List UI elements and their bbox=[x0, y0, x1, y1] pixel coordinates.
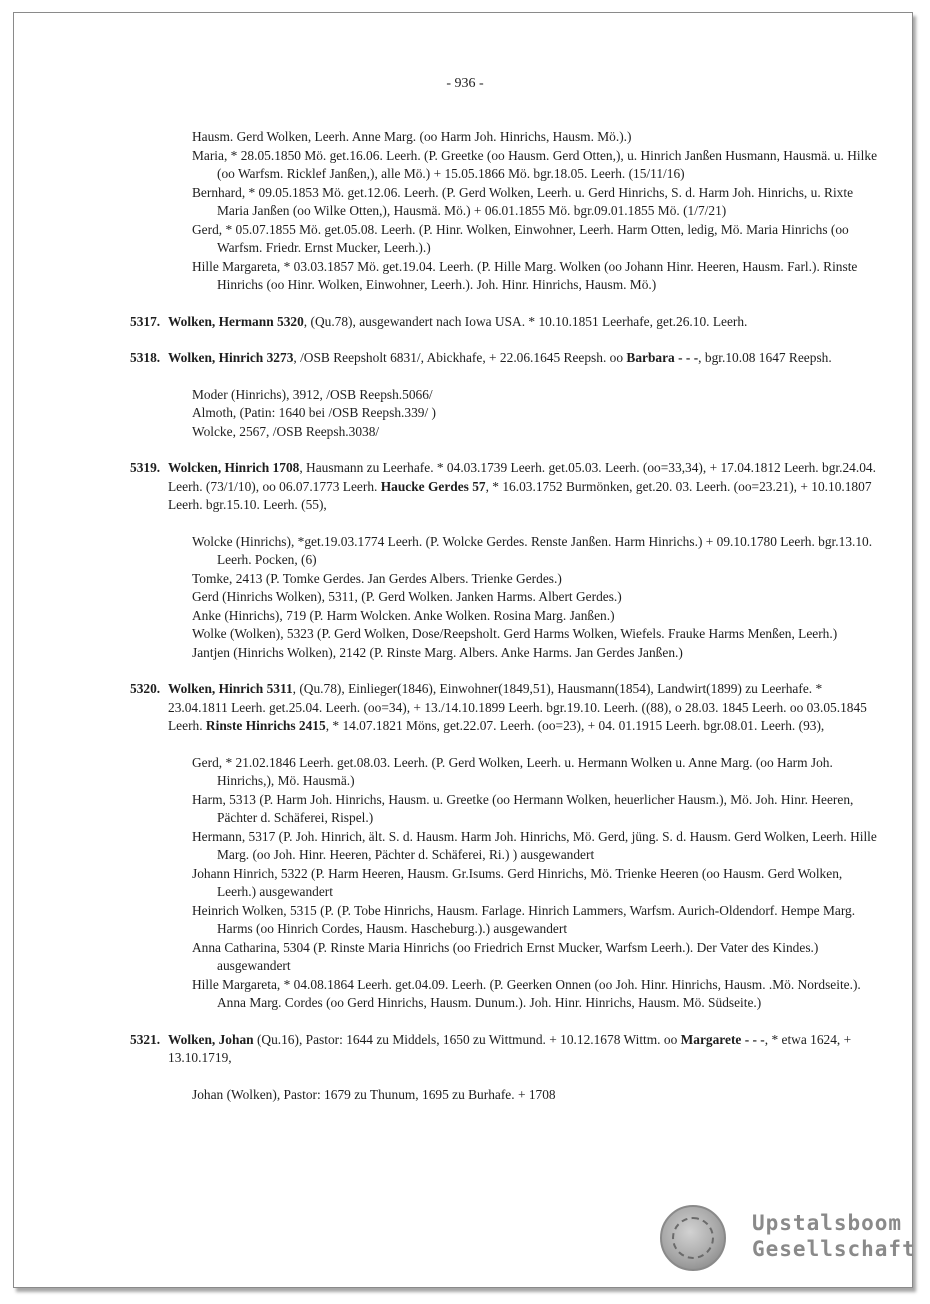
seal-icon bbox=[660, 1205, 726, 1271]
entry-name: Wolken, Hinrich bbox=[168, 681, 264, 696]
entry-5321 bbox=[130, 1031, 882, 1068]
entry-number: 5318. bbox=[130, 350, 161, 365]
entry-ref: 3273 bbox=[266, 350, 294, 365]
page-number: - 936 - bbox=[446, 76, 484, 91]
entry-spouse: Rinste Hinrichs 2415 bbox=[205, 718, 326, 733]
child-entry: Tomke, 2413 (P. Tomke Gerdes. Jan Gerdes Albers. Trienke Gerdes.) bbox=[192, 570, 562, 586]
society-logo bbox=[660, 1203, 916, 1273]
child-entry: Wolcke, 2567, /OSB Reepsh.3038/ bbox=[192, 423, 380, 439]
entry-name: Wolken, Hinrich bbox=[168, 350, 264, 365]
entry-number: 5317. bbox=[130, 313, 161, 329]
child-entry: Gerd, * 05.07.1855 Mö. get.05.08. Leerh. (P. Hinr. Wolken, Einwohner, Leerh. Harm Otten, ledig, Mö. Maria Hinrichs (oo Warfsm. Friedr. Ernst Mucker, Leerh.).) bbox=[192, 221, 849, 255]
child-entry: Harm, 5313 (P. Harm Joh. Hinrichs, Hausm. u. Greetke (oo Hermann Wolken, heuerlicher Hausm.), Mö. Joh. Hinr. Heeren, Pächter d. Schäferei, Rispel.) bbox=[192, 791, 854, 825]
continued-line: Hausm. Gerd Wolken, Leerh. Anne Marg. (oo Harm Joh. Hinrichs, Hausm. Mö.).) bbox=[192, 129, 632, 144]
entry-text-2: , * 14.07.1821 Möns, get.22.07. Leerh. (oo=23), + 04. 01.1915 Leerh. bgr.08.01. Leerh. (93), bbox=[325, 718, 825, 733]
entry-name: Wolken, Johan bbox=[168, 1031, 254, 1047]
document-body bbox=[130, 128, 882, 1104]
entry-5317 bbox=[130, 313, 882, 332]
child-entry: Johann Hinrich, 5322 (P. Harm Heeren, Hausm. Gr.Isums. Gerd Hinrichs, Mö. Trienke Heeren (oo Hausm. Gerd Wolken, Leerh.) ausgewandert bbox=[192, 865, 843, 899]
entry-5320 bbox=[130, 680, 882, 736]
entry-text: (Qu.16), Pastor: 1644 zu Middels, 1650 zu Wittmund. + 10.12.1678 Wittm. oo bbox=[253, 1031, 681, 1047]
child-entry: Johan (Wolken), Pastor: 1679 zu Thunum, 1695 zu Burhafe. + 1708 bbox=[192, 1086, 556, 1102]
child-entry: Gerd (Hinrichs Wolken), 5311, (P. Gerd Wolken. Janken Harms. Albert Gerdes.) bbox=[192, 589, 622, 604]
entry-text-2: , * etwa 1624, + 13.10.1719, bbox=[168, 1031, 852, 1065]
child-entry: Anna Catharina, 5304 (P. Rinste Maria Hinrichs (oo Friedrich Ernst Mucker, Warfsm Leerh.). Der Vater des Kindes.) ausgewandert bbox=[192, 939, 819, 973]
entry-text-2: , bgr.10.08 1647 Reepsh. bbox=[698, 350, 832, 365]
entry-name: Wolcken, Hinrich bbox=[168, 460, 270, 475]
entry-text: , (Qu.78), ausgewandert nach Iowa USA. * 10.10.1851 Leerhafe, get.26.10. Leerh. bbox=[303, 313, 748, 329]
entry-number: 5320. bbox=[130, 681, 161, 696]
entry-ref: 1708 bbox=[272, 460, 300, 475]
child-entry: Hille Margareta, * 03.03.1857 Mö. get.19.04. Leerh. (P. Hille Marg. Wolken (oo Johann Hinr. Heeren, Hausm. Farl.). Rinste Hinrichs (oo Hinr. Wolken, Einwohner, Leerh.). Joh. Hinr. Hinrichs, Hausm. Mö.) bbox=[192, 258, 858, 292]
entry-text: , /OSB Reepsholt 6831/, Abickhafe, + 22.06.1645 Reepsh. oo bbox=[293, 350, 627, 365]
entry-5318 bbox=[130, 349, 882, 368]
entry-name: Wolken, Hermann bbox=[168, 313, 274, 329]
child-entry: Hermann, 5317 (P. Joh. Hinrich, ält. S. d. Hausm. Harm Joh. Hinrichs, Mö. Gerd, jüng. S. d. Hausm. Gerd Wolken, Leerh. Hille Marg. (oo Joh. Hinr. Heeren, Pächter d. Schäferei, Ri.) ) ausgewandert bbox=[192, 828, 877, 862]
entry-text-2: , * 16.03.1752 Burmönken, get.20. 03. Leerh. (oo=23.21), + 10.10.1807 Leerh. bgr.15.10. Leerh. (55), bbox=[168, 478, 872, 512]
child-entry: Jantjen (Hinrichs Wolken), 2142 (P. Rinste Marg. Albers. Anke Harms. Jan Gerdes Janßen.) bbox=[192, 644, 683, 660]
child-entry: Wolcke (Hinrichs), *get.19.03.1774 Leerh. (P. Wolcke Gerdes. Renste Janßen. Harm Hinrichs.) + 09.10.1780 Leerh. bgr.13.10. Leerh. Pocken, (6) bbox=[192, 533, 873, 567]
child-entry: Almoth, (Patin: 1640 bei /OSB Reepsh.339/ ) bbox=[192, 405, 436, 420]
entry-spouse: Haucke Gerdes 57 bbox=[380, 478, 486, 494]
entry-ref: 5320 bbox=[277, 313, 304, 329]
entry-number: 5321. bbox=[130, 1031, 161, 1047]
logo-line-1: Upstalsboom bbox=[752, 1211, 903, 1235]
child-entry: Moder (Hinrichs), 3912, /OSB Reepsh.5066/ bbox=[192, 386, 433, 402]
child-entry: Maria, * 28.05.1850 Mö. get.16.06. Leerh. (P. Greetke (oo Hausm. Gerd Otten,), u. Hinrich Janßen Husmann, Hausmä. u. Hilke (oo Warfsm. Ricklef Janßen,), alle Mö.) + 15.05.1866 Mö. bgr.18.05. Leerh. (15/11/16) bbox=[192, 147, 878, 181]
entry-number: 5319. bbox=[130, 460, 161, 475]
child-entry: Anke (Hinrichs), 719 (P. Harm Wolcken. Anke Wolken. Rosina Marg. Janßen.) bbox=[192, 607, 615, 623]
child-entry: Heinrich Wolken, 5315 (P. (P. Tobe Hinrichs, Hausm. Farlage. Hinrich Lammers, Warfsm. Aurich-Oldendorf. Hempe Marg. Harms (oo Hinrich Cordes, Hausm. Hascheburg.).) ausgewandert bbox=[192, 902, 856, 936]
entry-text: , Hausmann zu Leerhafe. * 04.03.1739 Leerh. get.05.03. Leerh. (oo=33,34), + 17.04.1812 Leerh. bgr.24.04. Leerh. (73/1/10), oo 06.07.1773 Leerh. bbox=[168, 460, 876, 494]
entry-5319 bbox=[130, 459, 882, 515]
child-entry: Wolke (Wolken), 5323 (P. Gerd Wolken, Dose/Reepsholt. Gerd Harms Wolken, Wiefels. Frauke Harms Menßen, Leerh.) bbox=[192, 626, 838, 641]
child-entry: Bernhard, * 09.05.1853 Mö. get.12.06. Leerh. (P. Gerd Wolken, Leerh. u. Gerd Hinrichs, S. d. Harm Joh. Hinrichs, u. Rixte Maria Janßen (oo Wilke Otten,), Hausmä. Mö.) + 06.01.1855 Mö. bgr.09.01.1855 Mö. (1/7/21) bbox=[192, 184, 854, 218]
entry-spouse: Margarete - - - bbox=[680, 1031, 765, 1047]
entry-ref: 5311 bbox=[266, 681, 293, 696]
entry-spouse: Barbara - - - bbox=[626, 350, 699, 365]
entry-text: , (Qu.78), Einlieger(1846), Einwohner(1849,51), Hausmann(1854), Landwirt(1899) zu Leerhafe. * 23.04.1811 Leerh. get.25.04. Leerh. (oo=34), + 13./14.10.1899 Leerh. bgr.19.10. Leerh. ((88), o 28.03. 1845 Leerh. oo 03.05.1845 Leerh. bbox=[168, 681, 867, 733]
child-entry: Hille Margareta, * 04.08.1864 Leerh. get.04.09. Leerh. (P. Geerken Onnen (oo Joh. Hinr. Hinrichs, Hausm. .Mö. Nordseite.). Anna Marg. Cordes (oo Gerd Hinrichs, Hausm. Dunum.). Joh. Hinr. Hinrichs, Hausm. Mö. Südseite.) bbox=[192, 976, 861, 1010]
logo-line-2: Gesellschaft bbox=[752, 1237, 916, 1261]
child-entry: Gerd, * 21.02.1846 Leerh. get.08.03. Leerh. (P. Gerd Wolken, Leerh. u. Hermann Wolken u. Anne Marg. (oo Harm Joh. Hinrichs,), Mö. Hausmä.) bbox=[192, 754, 833, 788]
